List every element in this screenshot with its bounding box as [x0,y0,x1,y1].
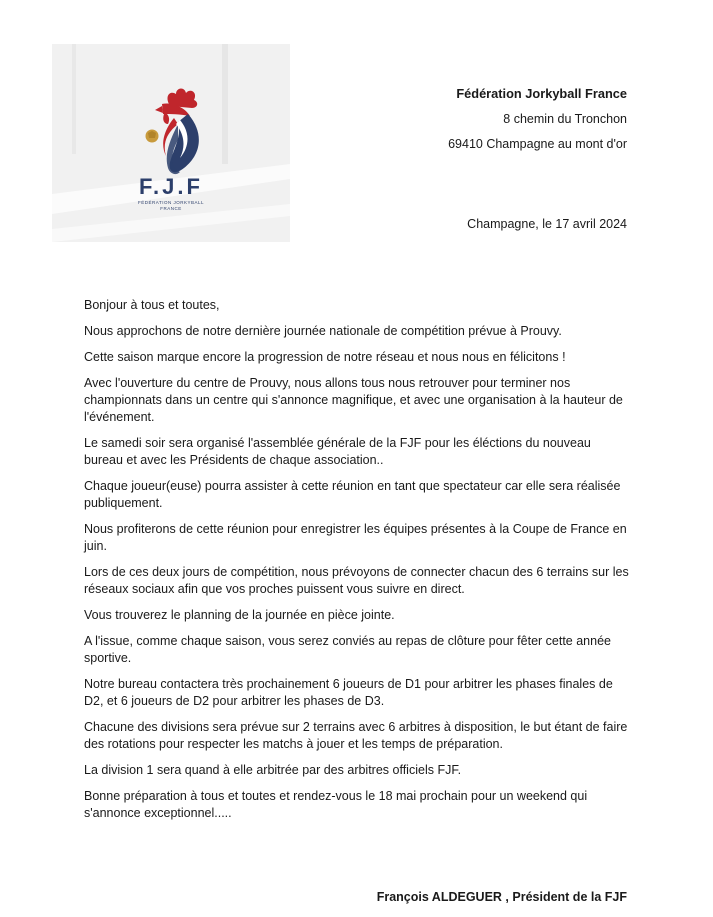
paragraph: Nous profiterons de cette réunion pour enregistrer les équipes présentes à la Coupe de France en juin. [84,522,627,553]
paragraph: La division 1 sera quand à elle arbitrée par des arbitres officiels FJF. [84,763,462,777]
paragraph: A l'issue, comme chaque saison, vous serez conviés au repas de clôture pour fêter cette année sportive. [84,634,611,665]
paragraph: Bonne préparation à tous et toutes et rendez-vous le 18 mai prochain pour un weekend qui s'annonce exceptionnel..... [84,789,588,820]
sender-organization: Fédération Jorkyball France [456,86,627,101]
sender-street: 8 chemin du Tronchon [503,112,627,126]
paragraph: Chacune des divisions sera prévue sur 2 terrains avec 6 arbitres à disposition, le but étant de faire des rotations pour respecter les matchs à jouer et les temps de préparation. [84,720,628,751]
fjf-logo [52,44,290,242]
logo-subtitle-line2: FRANCE [160,205,182,211]
paragraph: Nous approchons de notre dernière journée nationale de compétition prévue à Prouvy. [84,324,562,338]
logo-subtitle-line1: FÉDÉRATION JORKYBALL [138,200,204,205]
letter-body [84,297,629,831]
paragraph: Cette saison marque encore la progression de notre réseau et nous nous en félicitons ! [84,350,566,364]
signature: François ALDEGUER , Président de la FJF [376,890,627,904]
letter-date: Champagne, le 17 avril 2024 [467,217,627,231]
paragraph: Le samedi soir sera organisé l'assemblée générale de la FJF pour les éléctions du nouveau bureau et avec les Présidents de chaque association.. [84,436,591,467]
logo-letters: F.J.F [139,174,203,199]
paragraph: Lors de ces deux jours de compétition, nous prévoyons de connecter chacun des 6 terrains sur les réseaux sociaux afin que vos proches puissent vous suivre en direct. [84,565,629,596]
paragraph: Chaque joueur(euse) pourra assister à cette réunion en tant que spectateur car elle sera réalisée publiquement. [84,479,621,510]
sender-address [448,86,627,161]
paragraph: Vous trouverez le planning de la journée en pièce jointe. [84,608,395,622]
logo-subtitle [52,200,290,211]
paragraph: Avec l'ouverture du centre de Prouvy, nous allons tous nous retrouver pour terminer nos championnats dans un centre qui s'annonce magnifique, et avec une organisation à la hauteur de l'événement. [84,376,623,424]
sender-city: 69410 Champagne au mont d'or [448,137,627,151]
rooster-emblem-icon [52,44,290,242]
greeting: Bonjour à tous et toutes, [84,298,220,312]
paragraph: Notre bureau contactera très prochainement 6 joueurs de D1 pour arbitrer les phases finales de D2, et 6 joueurs de D2 pour arbitrer les phases de D3. [84,677,613,708]
